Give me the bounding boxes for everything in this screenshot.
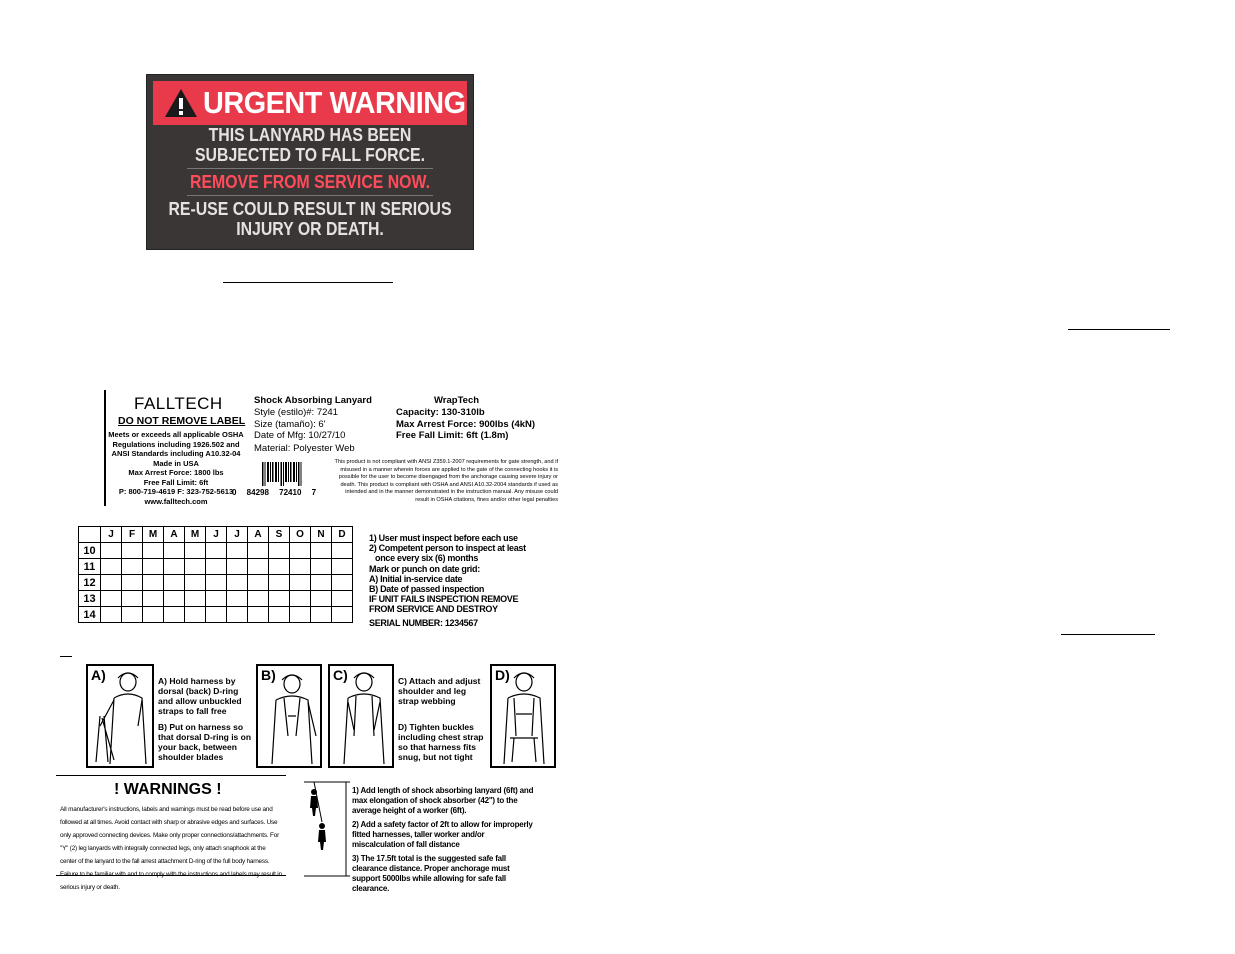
label-left-line: P: 800-719-4619 F: 323-752-5613 bbox=[118, 487, 234, 496]
harness-panel-c bbox=[328, 664, 394, 768]
falltech-product-label bbox=[104, 390, 560, 508]
manufacture-date: Date of Mfg: 10/27/10 bbox=[254, 430, 346, 441]
urgent-line-4: RE-USE COULD RESULT IN SERIOUS bbox=[168, 199, 452, 219]
year-label: 10 bbox=[79, 543, 101, 559]
clearance-note: 1) Add length of shock absorbing lanyard (6ft) and max elongation of shock absorber (42") to the average height of a worker (6ft). bbox=[352, 786, 534, 815]
inspection-instructions bbox=[369, 533, 526, 628]
label-left-line: ANSI Standards including A10.32-04 bbox=[111, 449, 241, 458]
month-header: N bbox=[311, 527, 332, 543]
month-header: A bbox=[248, 527, 269, 543]
instruction-line: Mark or punch on date grid: bbox=[369, 563, 480, 574]
barcode bbox=[262, 462, 302, 486]
divider bbox=[187, 195, 433, 196]
divider bbox=[56, 775, 286, 776]
label-left-line: www.falltech.com bbox=[144, 496, 208, 506]
month-header: S bbox=[269, 527, 290, 543]
year-label: 13 bbox=[79, 591, 101, 607]
step-letter: A) bbox=[91, 667, 106, 683]
divider bbox=[187, 168, 433, 169]
urgent-line-3: REMOVE FROM SERVICE NOW. bbox=[190, 172, 430, 192]
divider bbox=[60, 656, 72, 657]
fall-clearance-notes bbox=[352, 786, 534, 894]
product-name: Shock Absorbing Lanyard bbox=[254, 395, 372, 406]
clearance-note: 3) The 17.5ft total is the suggested safe fall clearance distance. Proper anchorage must support 5000lbs while allowing for safe fall clearance. bbox=[352, 854, 510, 893]
label-left-line: Made in USA bbox=[153, 458, 199, 468]
label-left-info bbox=[106, 430, 246, 506]
year-label: 14 bbox=[79, 607, 101, 623]
capacity: Capacity: 130-310lb bbox=[396, 407, 485, 418]
grid-year-row bbox=[79, 591, 353, 607]
step-letter: B) bbox=[261, 667, 276, 683]
urgent-warning-title: URGENT WARNING bbox=[203, 85, 466, 120]
month-header: M bbox=[185, 527, 206, 543]
urgent-line-1: THIS LANYARD HAS BEEN bbox=[208, 125, 412, 145]
max-arrest-force: Max Arrest Force: 900lbs (4kN) bbox=[396, 419, 536, 430]
label-left-line: Regulations including 1926.502 and bbox=[112, 439, 240, 449]
label-left-line: Max Arrest Force: 1800 lbs bbox=[128, 468, 224, 477]
style-number: Style (estilo)#: 7241 bbox=[254, 407, 338, 418]
warnings-body: All manufacturer's instructions, labels and warnings must be read before use and followed at all times. Avoid contact with sharp or abrasive edges and surfaces. Use only approved connecting devices. Make only proper connections/attachments. For "Y" (2) leg lanyards with integrally connected legs, only attach snaphook at the center of the lanyard to the fall arrest attachment D-ring of the full body harness. serious injury or death. bbox=[60, 806, 280, 891]
year-label: 12 bbox=[79, 575, 101, 591]
step-letter: C) bbox=[333, 667, 348, 683]
step-d-text: D) Tighten buckles including chest strap so that harness fits snug, but not tight bbox=[398, 722, 484, 762]
grid-year-row bbox=[79, 607, 353, 623]
harness-panel-d bbox=[490, 664, 556, 768]
harness-panel-b bbox=[256, 664, 322, 768]
urgent-warning-sticker bbox=[146, 74, 474, 250]
upc-number: 0 84298 72410 7 bbox=[232, 488, 317, 497]
size: Size (tamaño): 6' bbox=[254, 419, 326, 430]
month-header: J bbox=[206, 527, 227, 543]
do-not-remove-text: DO NOT REMOVE LABEL bbox=[118, 415, 246, 427]
label-left-line: Free Fall Limit: 6ft bbox=[143, 477, 209, 487]
instruction-line: FROM SERVICE AND DESTROY bbox=[369, 604, 498, 615]
harness-instructions bbox=[70, 656, 556, 768]
warning-title-band bbox=[153, 81, 467, 125]
grid-year-row bbox=[79, 575, 353, 591]
underline-rule bbox=[223, 282, 393, 283]
step-letter: D) bbox=[495, 667, 510, 683]
grid-corner-cell bbox=[79, 527, 101, 543]
step-b-text: B) Put on harness so that dorsal D-ring is on your back, between shoulder blades bbox=[158, 722, 252, 762]
instruction-line: 2) Competent person to inspect at least bbox=[369, 543, 526, 554]
year-label: 11 bbox=[79, 559, 101, 575]
material: Material: Polyester Web bbox=[254, 443, 355, 454]
month-header: F bbox=[122, 527, 143, 543]
falltech-logo: FALLTECH bbox=[134, 394, 223, 413]
instruction-line: 1) User must inspect before each use bbox=[369, 533, 518, 543]
grid-year-row bbox=[79, 559, 353, 575]
inspection-date-grid bbox=[78, 526, 353, 623]
underline-rule bbox=[1068, 329, 1170, 330]
step-c-text: C) Attach and adjust shoulder and leg strap webbing bbox=[398, 676, 481, 706]
month-header: A bbox=[164, 527, 185, 543]
month-header: J bbox=[101, 527, 122, 543]
grid-header-row bbox=[79, 527, 353, 543]
harness-panel-a bbox=[86, 664, 154, 768]
label-left-line: Meets or exceeds all applicable OSHA bbox=[108, 430, 244, 439]
instruction-line: A) Initial in-service date bbox=[369, 573, 463, 584]
compliance-text: This product is not compliant with ANSI Z359.1-2007 requirements for gate strength, and if misused in a manner wherein forces are applied to the gate of the connecting hooks it is possible for the user to become disengaged from the anchorage causing severe injury or death. This product is compliant with OSHA and ANSI A10.32-2004 standards if used as intended and in the manner demonstrated in the instruction manual. Any misuse could result in OSHA citations, fines and/or other legal penalties bbox=[334, 459, 558, 503]
instruction-line: B) Date of passed inspection bbox=[369, 584, 485, 595]
month-header: O bbox=[290, 527, 311, 543]
grid-year-row bbox=[79, 543, 353, 559]
instruction-line: once every six (6) months bbox=[375, 553, 479, 564]
clearance-note: 2) Add a safety factor of 2ft to allow for improperly fitted harnesses, taller worker and/or miscalculation of fall distance bbox=[352, 820, 533, 849]
free-fall-limit: Free Fall Limit: 6ft (1.8m) bbox=[396, 430, 509, 441]
warning-triangle-icon bbox=[163, 87, 199, 119]
brand-name: WrapTech bbox=[434, 395, 480, 406]
instruction-line: IF UNIT FAILS INSPECTION REMOVE bbox=[369, 594, 519, 605]
underline-rule bbox=[1061, 634, 1155, 635]
month-header: M bbox=[143, 527, 164, 543]
serial-number: SERIAL NUMBER: 1234567 bbox=[369, 617, 478, 628]
month-header: D bbox=[332, 527, 353, 543]
urgent-line-2: SUBJECTED TO FALL FORCE. bbox=[194, 145, 426, 165]
step-a-text: A) Hold harness by dorsal (back) D-ring and allow unbuckled straps to fall free bbox=[158, 676, 242, 716]
warnings-title: ! WARNINGS ! bbox=[114, 781, 222, 798]
fall-clearance-diagram bbox=[300, 780, 352, 880]
urgent-line-5: INJURY OR DEATH. bbox=[236, 219, 384, 239]
month-header: J bbox=[227, 527, 248, 543]
divider bbox=[56, 875, 286, 876]
